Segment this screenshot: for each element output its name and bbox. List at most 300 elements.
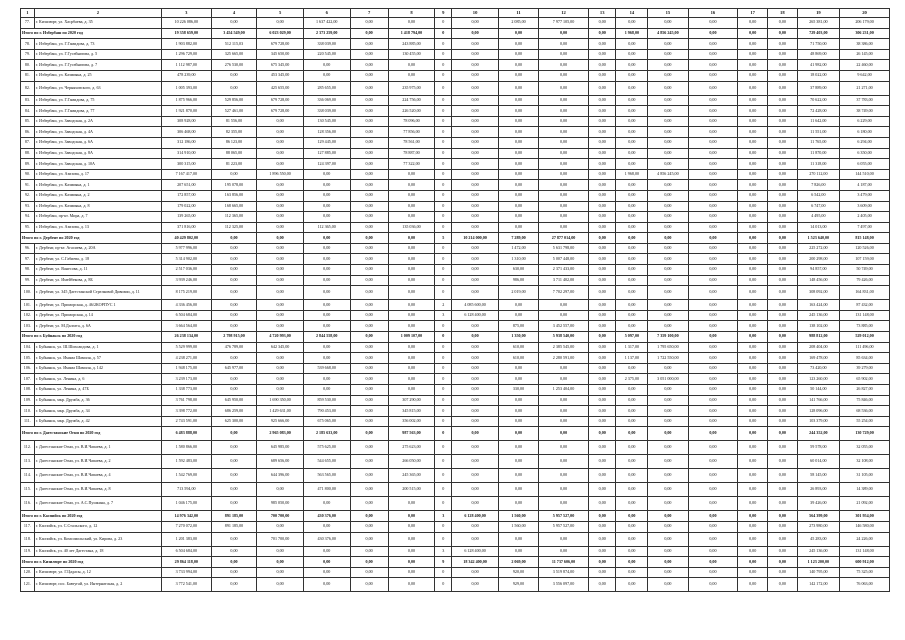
value-cell: 0,00 bbox=[768, 521, 798, 532]
value-cell: 11 642,00 bbox=[797, 116, 839, 127]
value-cell: 312 186,00 bbox=[161, 137, 211, 148]
value-cell: 0,00 bbox=[211, 300, 257, 311]
value-cell: 0,00 bbox=[539, 416, 589, 427]
value-cell: 0,00 bbox=[588, 180, 616, 191]
value-cell: 138 102,00 bbox=[797, 321, 839, 332]
value-cell: 0,00 bbox=[452, 441, 499, 455]
value-cell: 0,00 bbox=[688, 190, 738, 201]
table-row bbox=[21, 321, 890, 332]
value-cell: 0,00 bbox=[350, 116, 388, 127]
value-cell: 0,00 bbox=[350, 532, 388, 546]
value-cell: 0,00 bbox=[257, 286, 304, 300]
value-cell: 0,00 bbox=[498, 300, 538, 311]
value-cell: 266 050,00 bbox=[388, 455, 435, 469]
value-cell: 129 445,00 bbox=[303, 137, 350, 148]
value-cell: 0,00 bbox=[648, 310, 688, 321]
value-cell: 131 148,00 bbox=[840, 310, 890, 321]
value-cell: 0,00 bbox=[688, 137, 738, 148]
value-cell: 0,00 bbox=[738, 363, 768, 374]
value-cell: 0,00 bbox=[648, 39, 688, 50]
value-cell: 0,00 bbox=[303, 201, 350, 212]
value-cell: 0,00 bbox=[257, 18, 304, 29]
value-cell: 625 300,00 bbox=[211, 416, 257, 427]
value-cell: 85 634,00 bbox=[840, 353, 890, 364]
value-cell: 985 050,00 bbox=[257, 497, 304, 511]
value-cell: 0,00 bbox=[588, 60, 616, 71]
address-cell: г. Буйнакск, мкр. Дружба, д. 34 bbox=[34, 406, 161, 417]
value-cell: 144 510,00 bbox=[840, 169, 890, 180]
value-cell: 8 175 219,00 bbox=[161, 286, 211, 300]
value-cell: 0,00 bbox=[257, 137, 304, 148]
value-cell: 0,00 bbox=[588, 70, 616, 81]
value-cell: 0,00 bbox=[738, 18, 768, 29]
value-cell: 128 356,00 bbox=[303, 127, 350, 138]
value-cell: 3 454 549,00 bbox=[211, 28, 257, 39]
value-cell: 0 bbox=[435, 222, 452, 233]
value-cell: 0,00 bbox=[648, 265, 688, 276]
address-cell: г. Дербент, пр-кт. Агасиева, д. 20А bbox=[34, 243, 161, 254]
value-cell: 37 783,00 bbox=[840, 95, 890, 106]
table-row bbox=[21, 374, 890, 385]
column-number-header-row bbox=[21, 9, 890, 18]
value-cell: 0,00 bbox=[768, 95, 798, 106]
value-cell: 0,00 bbox=[648, 106, 688, 117]
value-cell: 0,00 bbox=[498, 416, 538, 427]
value-cell: 0,00 bbox=[738, 222, 768, 233]
value-cell: 0,00 bbox=[768, 39, 798, 50]
value-cell: 7 359 100,00 bbox=[648, 332, 688, 343]
value-cell: 78 561,00 bbox=[388, 137, 435, 148]
value-cell: 3 452 557,00 bbox=[539, 321, 589, 332]
value-cell: 4 336 456,00 bbox=[161, 300, 211, 311]
value-cell: 0,00 bbox=[768, 81, 798, 95]
value-cell: 0,00 bbox=[688, 557, 738, 568]
value-cell: 18 022,00 bbox=[797, 70, 839, 81]
value-cell: 146 580,00 bbox=[840, 521, 890, 532]
value-cell: 0,00 bbox=[452, 332, 499, 343]
value-cell: 11 318,00 bbox=[797, 159, 839, 170]
value-cell: 0,00 bbox=[303, 321, 350, 332]
value-cell: 0,00 bbox=[616, 127, 648, 138]
value-cell: 0,00 bbox=[452, 427, 499, 441]
value-cell: 79 426,00 bbox=[840, 275, 890, 286]
value-cell: 1 429 631,00 bbox=[257, 406, 304, 417]
address-cell: г. Избербаш, ул. Черняховского, д. 63 bbox=[34, 81, 161, 95]
value-cell: 6 747,00 bbox=[797, 201, 839, 212]
value-cell: 0,00 bbox=[688, 374, 738, 385]
value-cell: 0,00 bbox=[588, 265, 616, 276]
value-cell: 0 bbox=[435, 416, 452, 427]
value-cell: 207 651,00 bbox=[161, 180, 211, 191]
value-cell: 0,00 bbox=[648, 567, 688, 578]
value-cell: 0,00 bbox=[616, 106, 648, 117]
value-cell: 0,00 bbox=[211, 441, 257, 455]
value-cell: 0,00 bbox=[688, 212, 738, 223]
value-cell: 3 733 994,00 bbox=[161, 567, 211, 578]
subtotal-row bbox=[21, 332, 890, 343]
table-row bbox=[21, 353, 890, 364]
value-cell: 11 870,00 bbox=[797, 148, 839, 159]
value-cell: 5 977 996,00 bbox=[161, 243, 211, 254]
value-cell: 0,00 bbox=[738, 106, 768, 117]
value-cell: 0,00 bbox=[688, 483, 738, 497]
column-number-header: 6 bbox=[303, 9, 350, 18]
row-number-cell: 119. bbox=[21, 546, 35, 557]
value-cell: 77 322,00 bbox=[388, 159, 435, 170]
value-cell: 0,00 bbox=[738, 353, 768, 364]
value-cell: 0,00 bbox=[452, 81, 499, 95]
value-cell: 0,00 bbox=[452, 222, 499, 233]
value-cell: 0,00 bbox=[648, 532, 688, 546]
value-cell: 164 831,00 bbox=[840, 286, 890, 300]
value-cell: 0,00 bbox=[616, 265, 648, 276]
address-cell: г. Каспийск, ул. С.Стальского, д. 12 bbox=[34, 521, 161, 532]
value-cell: 0,00 bbox=[452, 137, 499, 148]
value-cell: 0,00 bbox=[648, 70, 688, 81]
value-cell: 0,00 bbox=[688, 148, 738, 159]
value-cell: 0,00 bbox=[303, 233, 350, 244]
value-cell: 0,00 bbox=[498, 106, 538, 117]
value-cell: 3 609,00 bbox=[840, 201, 890, 212]
value-cell: 325 665,00 bbox=[211, 49, 257, 60]
value-cell: 0,00 bbox=[648, 455, 688, 469]
value-cell: 0,00 bbox=[738, 201, 768, 212]
value-cell: 0,00 bbox=[211, 70, 257, 81]
value-cell: 163 856,00 bbox=[211, 190, 257, 201]
value-cell: 0,00 bbox=[498, 70, 538, 81]
column-number-header: 8 bbox=[388, 9, 435, 18]
value-cell: 891 185,00 bbox=[211, 521, 257, 532]
value-cell: 0,00 bbox=[768, 159, 798, 170]
value-cell: 0,00 bbox=[257, 201, 304, 212]
value-cell: 0,00 bbox=[688, 28, 738, 39]
value-cell: 7 977 105,00 bbox=[539, 18, 589, 29]
value-cell: 0,00 bbox=[616, 567, 648, 578]
value-cell: 5 bbox=[435, 233, 452, 244]
value-cell: 0,00 bbox=[452, 385, 499, 396]
row-number-cell: 86. bbox=[21, 127, 35, 138]
value-cell: 0,00 bbox=[257, 233, 304, 244]
column-number-header: 4 bbox=[211, 9, 257, 18]
value-cell: 0,00 bbox=[350, 385, 388, 396]
value-cell: 0 bbox=[435, 60, 452, 71]
value-cell: 0,00 bbox=[350, 406, 388, 417]
address-cell: г. Избербаш, ул. Казмияна, д. 8 bbox=[34, 201, 161, 212]
value-cell: 0,00 bbox=[768, 201, 798, 212]
value-cell: 0,00 bbox=[688, 385, 738, 396]
value-cell: 0,00 bbox=[388, 265, 435, 276]
value-cell: 0,00 bbox=[498, 127, 538, 138]
value-cell: 0 bbox=[435, 332, 452, 343]
value-cell: 0,00 bbox=[350, 180, 388, 191]
value-cell: 0,00 bbox=[303, 286, 350, 300]
value-cell: 0,00 bbox=[588, 310, 616, 321]
value-cell: 0,00 bbox=[257, 212, 304, 223]
value-cell: 273 980,00 bbox=[797, 521, 839, 532]
address-cell: г. Дагестанские Огни, ул. А.С.Пушкина, д. 7 bbox=[34, 497, 161, 511]
value-cell: 0,00 bbox=[768, 578, 798, 592]
value-cell: 0,00 bbox=[498, 137, 538, 148]
value-cell: 0,00 bbox=[738, 497, 768, 511]
value-cell: 0,00 bbox=[768, 180, 798, 191]
value-cell: 32 108,00 bbox=[840, 455, 890, 469]
value-cell: 0,00 bbox=[616, 427, 648, 441]
value-cell: 1 350,00 bbox=[498, 332, 538, 343]
value-cell: 0,00 bbox=[616, 275, 648, 286]
value-cell: 0,00 bbox=[452, 416, 499, 427]
value-cell: 41 982,00 bbox=[797, 60, 839, 71]
value-cell: 0,00 bbox=[257, 310, 304, 321]
value-cell: 0,00 bbox=[588, 557, 616, 568]
value-cell: 9 bbox=[435, 557, 452, 568]
value-cell: 0,00 bbox=[648, 127, 688, 138]
value-cell: 0,00 bbox=[452, 39, 499, 50]
table-row bbox=[21, 395, 890, 406]
value-cell: 200 298,00 bbox=[797, 254, 839, 265]
value-cell: 0,00 bbox=[211, 546, 257, 557]
value-cell: 0 bbox=[435, 127, 452, 138]
value-cell: 3 664 564,00 bbox=[161, 321, 211, 332]
value-cell: 0,00 bbox=[738, 321, 768, 332]
table-row bbox=[21, 310, 890, 321]
value-cell: 0,00 bbox=[350, 469, 388, 483]
value-cell: 0,00 bbox=[452, 275, 499, 286]
value-cell: 1 968,00 bbox=[616, 169, 648, 180]
value-cell: 0,00 bbox=[738, 70, 768, 81]
value-cell: 0,00 bbox=[688, 127, 738, 138]
row-number-cell: 115. bbox=[21, 483, 35, 497]
value-cell: 0,00 bbox=[588, 18, 616, 29]
value-cell: 3 479,00 bbox=[840, 190, 890, 201]
value-cell: 6 023 029,00 bbox=[257, 28, 304, 39]
value-cell: 0,00 bbox=[350, 222, 388, 233]
value-cell: 3 519 874,00 bbox=[539, 567, 589, 578]
value-cell: 986,00 bbox=[498, 275, 538, 286]
value-cell: 0,00 bbox=[588, 567, 616, 578]
row-number-cell: 104. bbox=[21, 342, 35, 353]
value-cell: 0,00 bbox=[738, 521, 768, 532]
subtotal-row bbox=[21, 233, 890, 244]
value-cell: 0,00 bbox=[350, 190, 388, 201]
address-cell: г. Каспийск, ул. Комсомольский, ул. Кирова, д. 23 bbox=[34, 532, 161, 546]
value-cell: 60 014,00 bbox=[797, 455, 839, 469]
value-cell: 0 bbox=[435, 497, 452, 511]
column-number-header: 7 bbox=[350, 9, 388, 18]
value-cell: 0,00 bbox=[648, 511, 688, 522]
value-cell: 729 403,00 bbox=[797, 28, 839, 39]
address-cell: г. Избербаш, ул. Заводская, д. 8А bbox=[34, 148, 161, 159]
value-cell: 38 749,00 bbox=[840, 106, 890, 117]
value-cell: 0,00 bbox=[768, 212, 798, 223]
value-cell: 0 bbox=[435, 95, 452, 106]
address-cell: г. Дербент, ул. С.Габиева, д. 18 bbox=[34, 254, 161, 265]
value-cell: 600 912,00 bbox=[840, 557, 890, 568]
value-cell: 5 957 527,00 bbox=[539, 511, 589, 522]
value-cell: 2 517 036,00 bbox=[161, 265, 211, 276]
table-row bbox=[21, 190, 890, 201]
value-cell: 275 623,00 bbox=[388, 441, 435, 455]
value-cell: 0,00 bbox=[688, 395, 738, 406]
value-cell: 0 bbox=[435, 81, 452, 95]
value-cell: 107 159,00 bbox=[840, 254, 890, 265]
row-number-cell: 97. bbox=[21, 254, 35, 265]
value-cell: 0,00 bbox=[452, 455, 499, 469]
value-cell: 55 254,00 bbox=[840, 416, 890, 427]
value-cell: 0,00 bbox=[616, 441, 648, 455]
value-cell: 0,00 bbox=[498, 190, 538, 201]
value-cell: 0,00 bbox=[648, 521, 688, 532]
value-cell: 0,00 bbox=[616, 469, 648, 483]
address-cell: г. Дербент, ул. Ванесова, д. 11 bbox=[34, 265, 161, 276]
value-cell: 0,00 bbox=[388, 70, 435, 81]
value-cell: 75 325,00 bbox=[840, 567, 890, 578]
value-cell: 0,00 bbox=[616, 310, 648, 321]
address-cell: г. Избербаш, пр-кт. Мира, д. 7 bbox=[34, 212, 161, 223]
value-cell: 6 180,00 bbox=[840, 127, 890, 138]
value-cell: 0,00 bbox=[688, 455, 738, 469]
value-cell: 0,00 bbox=[498, 116, 538, 127]
row-number-cell: 101. bbox=[21, 300, 35, 311]
row-number-cell: 120. bbox=[21, 567, 35, 578]
value-cell: 0,00 bbox=[211, 310, 257, 321]
value-cell: 225 272,00 bbox=[797, 243, 839, 254]
value-cell: 0,00 bbox=[768, 265, 798, 276]
value-cell: 0 bbox=[435, 254, 452, 265]
address-cell: г. Избербаш, ул. Заводская, д. 2А bbox=[34, 116, 161, 127]
address-cell: г. Избербаш, ул. Г.Гамидова, д. 75 bbox=[34, 95, 161, 106]
value-cell: 0,00 bbox=[539, 116, 589, 127]
address-cell: г. Дербент, ул. Имейбекова, д. 8Б bbox=[34, 275, 161, 286]
value-cell: 2 743 591,00 bbox=[161, 416, 211, 427]
value-cell: 6 229,00 bbox=[840, 116, 890, 127]
row-number-cell: 96. bbox=[21, 243, 35, 254]
value-cell: 68 536,00 bbox=[840, 406, 890, 417]
value-cell: 0,00 bbox=[388, 180, 435, 191]
value-cell: 179 022,00 bbox=[161, 201, 211, 212]
value-cell: 0,00 bbox=[303, 557, 350, 568]
value-cell: 0,00 bbox=[738, 39, 768, 50]
table-row bbox=[21, 532, 890, 546]
value-cell: 112 365,00 bbox=[303, 222, 350, 233]
value-cell: 0,00 bbox=[768, 310, 798, 321]
value-cell: 2 069,00 bbox=[498, 557, 538, 568]
value-cell: 5 631 798,00 bbox=[539, 243, 589, 254]
value-cell: 0,00 bbox=[452, 286, 499, 300]
value-cell: 0,00 bbox=[452, 342, 499, 353]
value-cell: 65 902,00 bbox=[840, 374, 890, 385]
value-cell: 0,00 bbox=[452, 497, 499, 511]
row-number-cell: 91. bbox=[21, 180, 35, 191]
value-cell: 3 051 000,00 bbox=[648, 374, 688, 385]
value-cell: 169 478,00 bbox=[797, 353, 839, 364]
column-number-header: 1 bbox=[21, 9, 35, 18]
value-cell: 0,00 bbox=[616, 49, 648, 60]
value-cell: 0 bbox=[435, 159, 452, 170]
row-number-cell: 105. bbox=[21, 353, 35, 364]
value-cell: 0,00 bbox=[738, 342, 768, 353]
value-cell: 0,00 bbox=[688, 342, 738, 353]
row-number-cell: 94. bbox=[21, 212, 35, 223]
value-cell: 0,00 bbox=[688, 265, 738, 276]
value-cell: 0,00 bbox=[588, 385, 616, 396]
table-row bbox=[21, 385, 890, 396]
value-cell: 276 530,00 bbox=[211, 60, 257, 71]
value-cell: 0 bbox=[435, 39, 452, 50]
value-cell: 0,00 bbox=[350, 441, 388, 455]
value-cell: 0,00 bbox=[388, 497, 435, 511]
value-cell: 226 520,00 bbox=[388, 106, 435, 117]
value-cell: 0,00 bbox=[388, 233, 435, 244]
value-cell: 0,00 bbox=[616, 455, 648, 469]
value-cell: 0 bbox=[435, 28, 452, 39]
value-cell: 0,00 bbox=[588, 222, 616, 233]
value-cell: 0,00 bbox=[738, 469, 768, 483]
value-cell: 3 772 541,00 bbox=[161, 578, 211, 592]
value-cell: 0,00 bbox=[648, 275, 688, 286]
row-number-cell: 116. bbox=[21, 497, 35, 511]
value-cell: 0,00 bbox=[452, 374, 499, 385]
value-cell: 1 580 866,00 bbox=[161, 441, 211, 455]
value-cell: 0,00 bbox=[648, 395, 688, 406]
value-cell: 0,00 bbox=[452, 406, 499, 417]
value-cell: 0 bbox=[435, 190, 452, 201]
row-number-cell: 114. bbox=[21, 469, 35, 483]
address-cell: г. Дагестанские Огни, ул. В.И.Чапаева, д. 1 bbox=[34, 441, 161, 455]
column-number-header: 14 bbox=[616, 9, 648, 18]
subtotal-label-cell: Итого по г. Дербент по 2020 год bbox=[21, 233, 162, 244]
table-row bbox=[21, 95, 890, 106]
value-cell: 679 728,00 bbox=[257, 39, 304, 50]
row-number-cell: 107. bbox=[21, 374, 35, 385]
value-cell: 0,00 bbox=[588, 169, 616, 180]
value-cell: 430 376,00 bbox=[303, 532, 350, 546]
value-cell: 0,00 bbox=[498, 310, 538, 321]
value-cell: 0,00 bbox=[452, 95, 499, 106]
value-cell: 0,00 bbox=[350, 395, 388, 406]
value-cell: 2 798 915,00 bbox=[211, 332, 257, 343]
value-cell: 0,00 bbox=[768, 385, 798, 396]
value-cell: 0,00 bbox=[688, 310, 738, 321]
value-cell: 0,00 bbox=[768, 321, 798, 332]
value-cell: 0,00 bbox=[738, 95, 768, 106]
value-cell: 0,00 bbox=[738, 300, 768, 311]
value-cell: 4 495,00 bbox=[797, 212, 839, 223]
value-cell: 0,00 bbox=[452, 243, 499, 254]
value-cell: 0,00 bbox=[688, 578, 738, 592]
value-cell: 32 055,00 bbox=[840, 441, 890, 455]
value-cell: 0,00 bbox=[688, 363, 738, 374]
row-number-cell: 77. bbox=[21, 18, 35, 29]
value-cell: 0,00 bbox=[498, 222, 538, 233]
value-cell: 0,00 bbox=[388, 300, 435, 311]
value-cell: 0,00 bbox=[350, 546, 388, 557]
value-cell: 0,00 bbox=[738, 416, 768, 427]
value-cell: 0,00 bbox=[257, 116, 304, 127]
value-cell: 0,00 bbox=[688, 441, 738, 455]
address-cell: г. Буйнакск, мкр. Дружба, д. 42 bbox=[34, 416, 161, 427]
value-cell: 0,00 bbox=[539, 169, 589, 180]
address-cell: г. Дагестанские Огни, ул. В.И.Чапаева, д. 4 bbox=[34, 469, 161, 483]
value-cell: 0,00 bbox=[211, 483, 257, 497]
value-cell: 0,00 bbox=[211, 497, 257, 511]
value-cell: 0,00 bbox=[616, 60, 648, 71]
value-cell: 22 460,00 bbox=[840, 60, 890, 71]
value-cell: 1 201 383,00 bbox=[161, 532, 211, 546]
value-cell: 70 622,00 bbox=[797, 95, 839, 106]
value-cell: 0 bbox=[435, 406, 452, 417]
value-cell: 0,00 bbox=[211, 254, 257, 265]
value-cell: 0,00 bbox=[616, 81, 648, 95]
